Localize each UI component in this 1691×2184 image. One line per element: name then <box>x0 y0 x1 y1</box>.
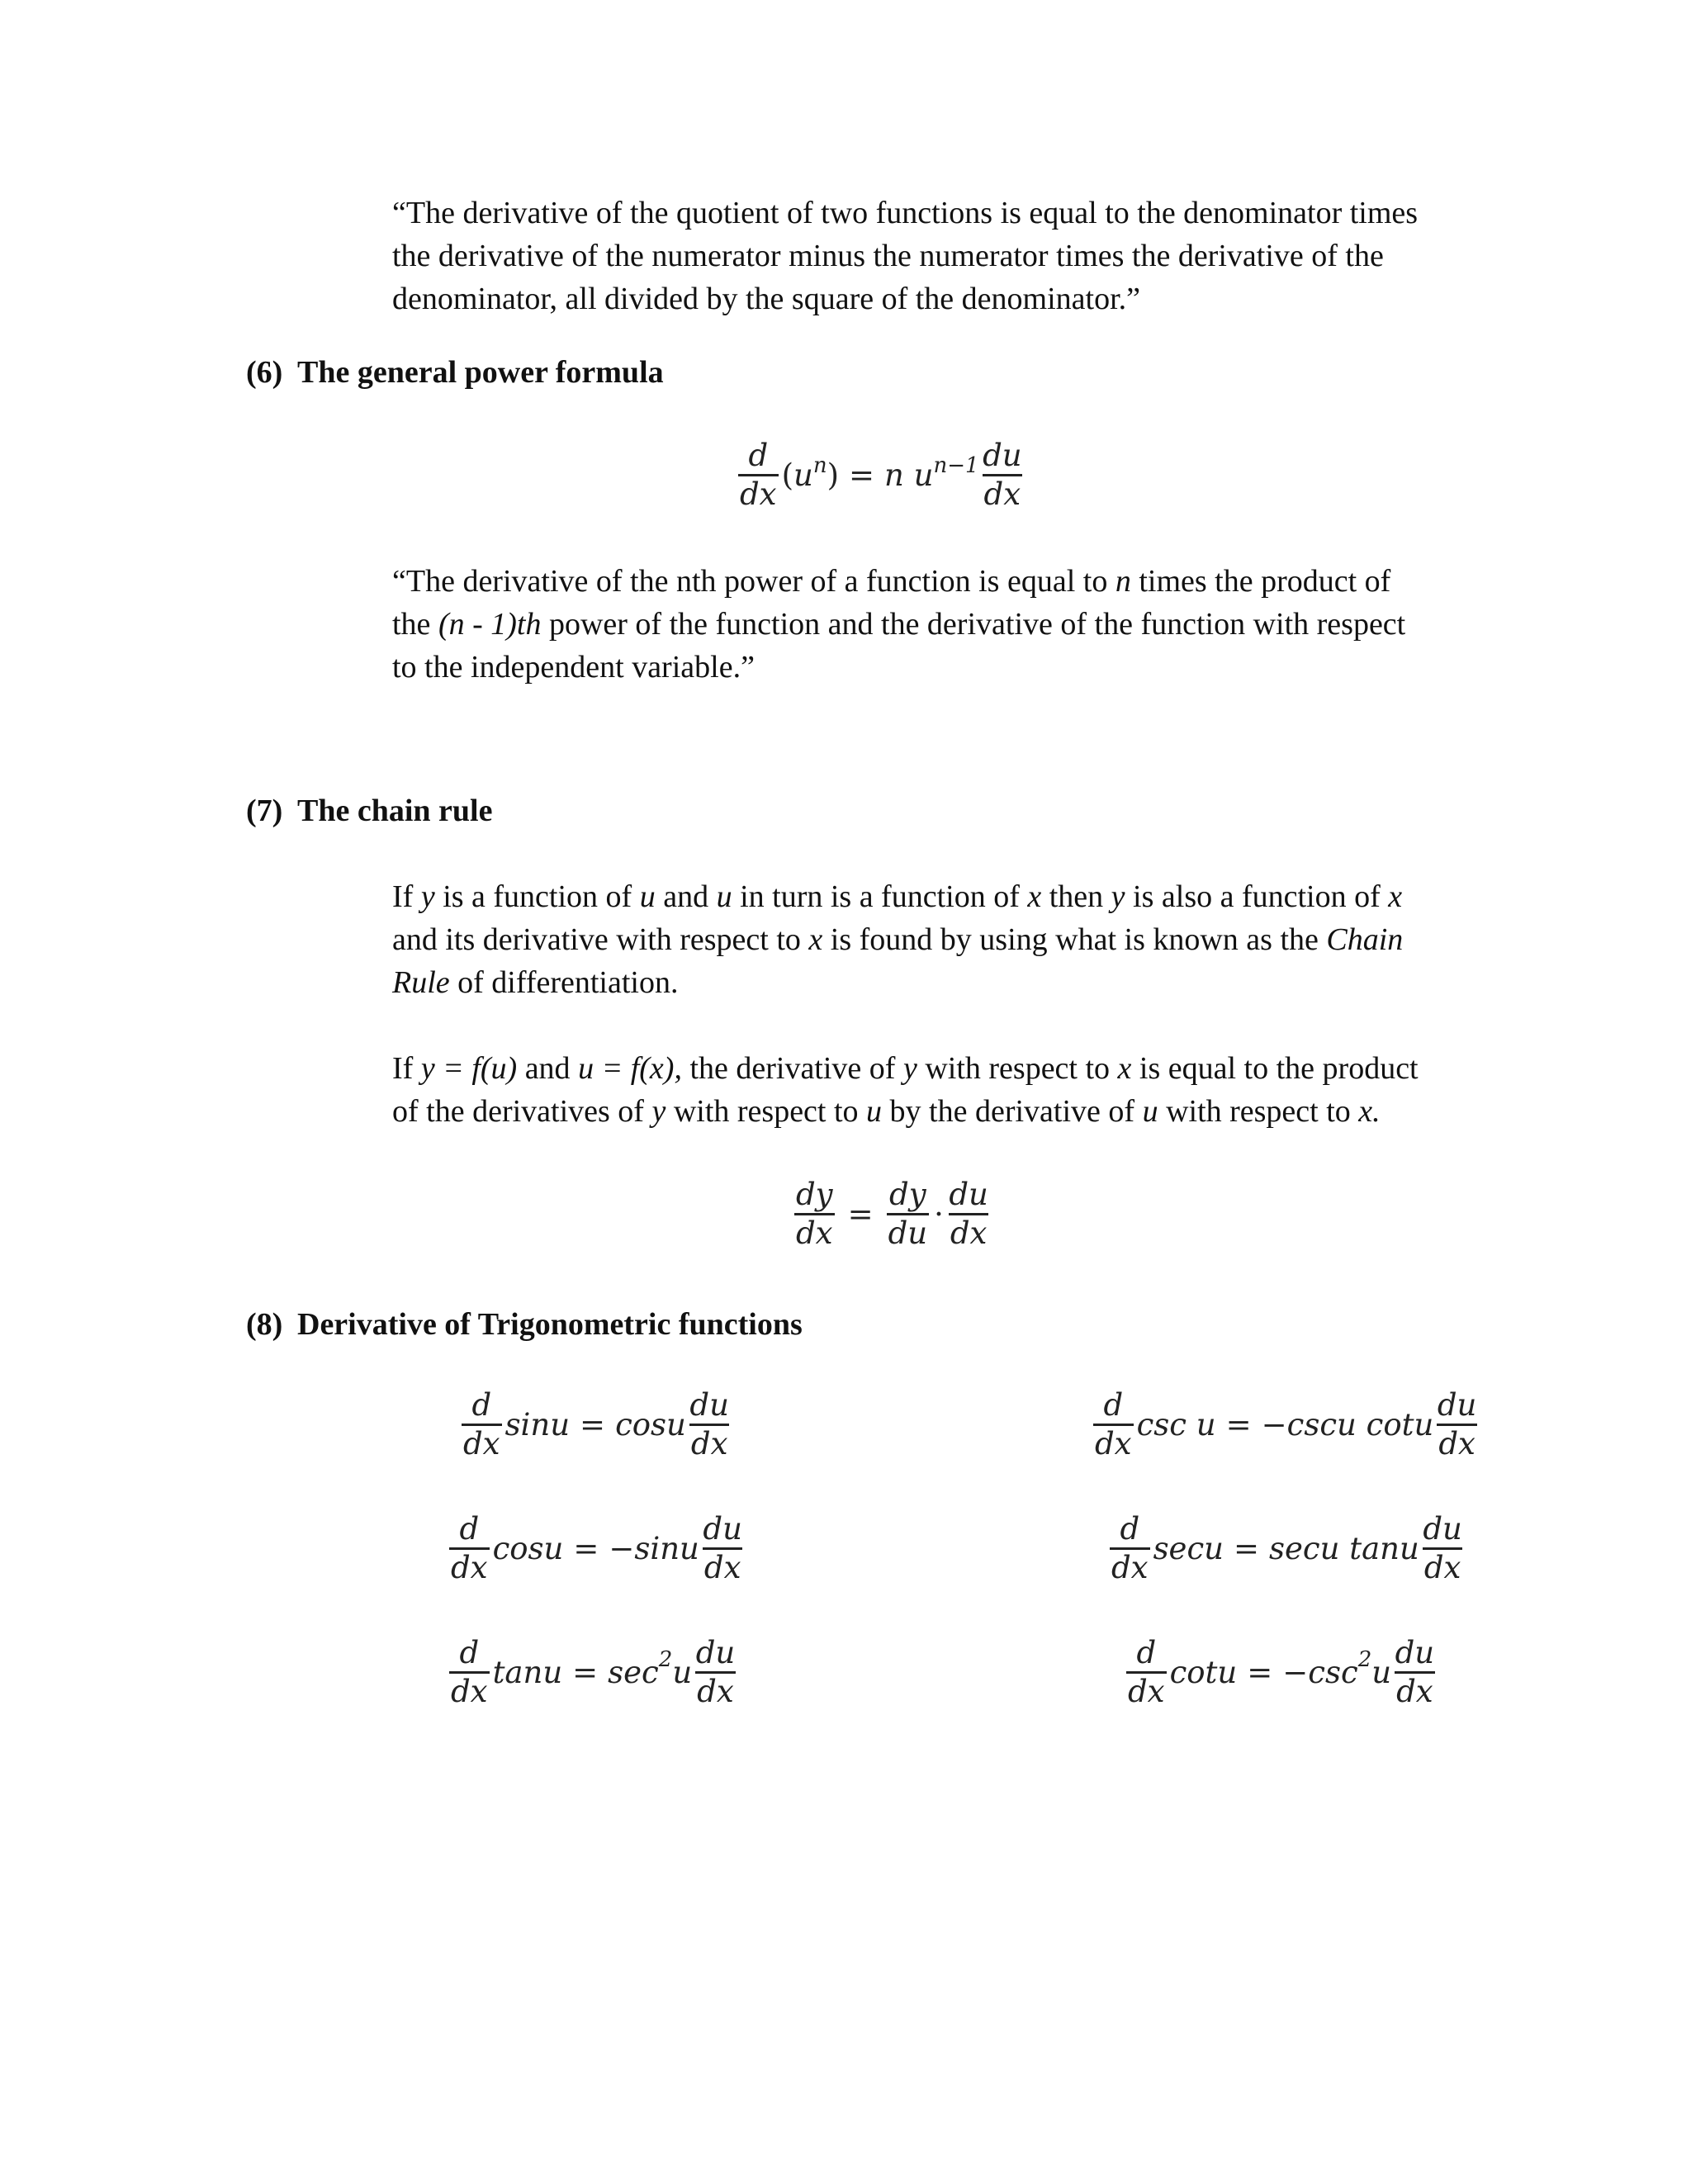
dy-dx-fraction: $\frac{dy}{dx}$ <box>795 1177 833 1251</box>
section-7-number: (7) <box>246 794 283 828</box>
quote-line-2: the derivative of the numerator minus the numerator times the derivative of the <box>392 239 1384 273</box>
d-dx-fraction: $\frac{d}{dx}$ <box>740 438 777 512</box>
section-7-title: The chain rule <box>297 794 493 828</box>
power-quote: “The derivative of the nth power of a function is equal to n times the product of the (n - 1)th power of the function and the derivative of the function with respect to the independent variable.” <box>392 564 1406 685</box>
section-8-number: (8) <box>246 1307 283 1342</box>
section-6-heading <box>246 351 664 394</box>
power-formula <box>735 438 1025 513</box>
chain-rule-formula: $\frac{dy}{dx}$ = $\frac{dy}{du}$ · $\frac{du}{dx}$ <box>795 1177 988 1251</box>
trig-formula-cot: $\frac{d}{dx}$ cotu = −csc 2 u $\frac{du}{dx}$ <box>1128 1635 1435 1709</box>
trig-formula-tan: $\frac{d}{dx}$ tanu = sec 2 u $\frac{du}{dx}$ <box>451 1635 736 1709</box>
chain-paragraph-2: If y = f(u) and u = f(x), the derivative of y with respect to x is equal to the product of the derivatives of y with respect to u by the derivative of u with respect to x. <box>392 1051 1419 1129</box>
section-6-number: (6) <box>246 355 283 390</box>
section-8-heading <box>246 1303 803 1346</box>
trig-formula-csc: $\frac{d}{dx}$ csc u = −cscu cotu $\frac{du}{dx}$ <box>1095 1387 1477 1462</box>
du-dx-fraction: $\frac{du}{dx}$ <box>983 438 1022 512</box>
power-rhs: n $u^{n-1}$ <box>884 453 979 493</box>
chain-paragraph-1: If y is a function of u and u in turn is a function of x then y is also a function of x and its derivative with respect to x is found by using what is known as the Chain Rule of differentiation. <box>392 879 1404 1000</box>
section-6-title: The general power formula <box>297 355 664 390</box>
power-lhs: $(u^n)$ <box>781 453 840 493</box>
dy-du-fraction: $\frac{dy}{du}$ <box>888 1177 928 1251</box>
quotient-quote <box>392 192 1482 320</box>
du-dx-fraction: $\frac{du}{dx}$ <box>949 1177 988 1251</box>
section-8-title: Derivative of Trigonometric functions <box>297 1307 803 1342</box>
trig-formula-sec: $\frac{d}{dx}$ secu = secu tanu $\frac{du}{dx}$ <box>1111 1511 1462 1585</box>
trig-formula-cos: $\frac{d}{dx}$ cosu = −sinu $\frac{du}{dx}$ <box>451 1511 742 1585</box>
quote-line-1: “The derivative of the quotient of two functions is equal to the denominator times <box>392 196 1419 230</box>
quote-line-3: denominator, all divided by the square of the denominator.” <box>392 282 1141 316</box>
equals-sign: = <box>849 457 875 493</box>
trig-formula-sin: $\frac{d}{dx}$ sinu = cosu $\frac{du}{dx}$ <box>463 1387 729 1462</box>
section-7-heading <box>246 789 492 832</box>
